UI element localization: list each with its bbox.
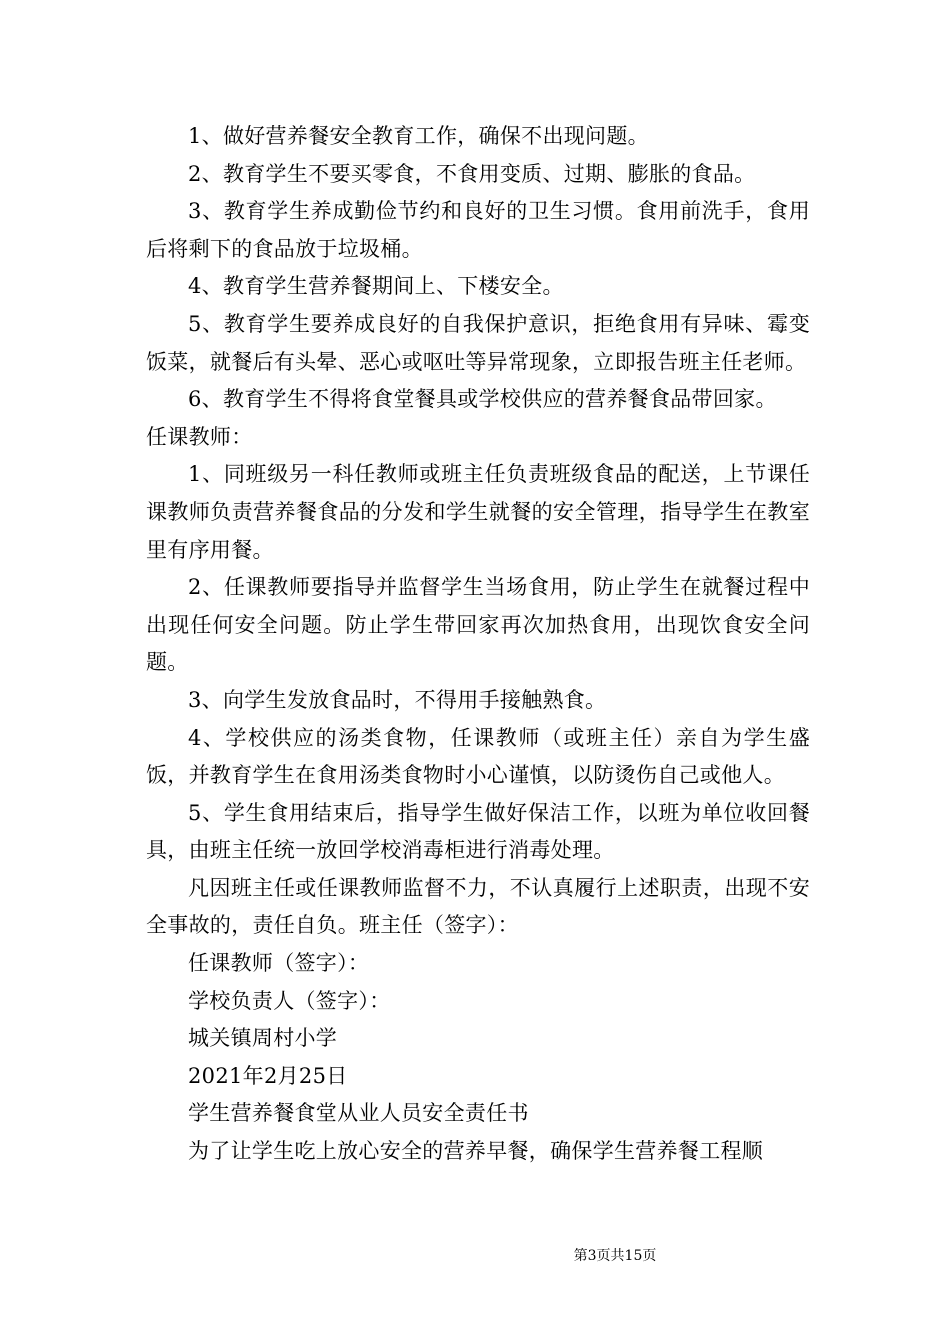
paragraph-4: 4、教育学生营养餐期间上、下楼安全。: [188, 274, 564, 299]
paragraph-7: 1、同班级另一科任教师或班主任负责班级食品的配送，上节课任课教师负责营养餐食品的分发和学生就餐的安全管理，指导学生在教室里有序用餐。: [146, 462, 810, 562]
paragraph-12: 凡因班主任或任课教师监督不力，不认真履行上述职责，出现不安全事故的，责任自负。班主任（签字）：: [146, 875, 810, 938]
paragraph-9: 3、向学生发放食品时，不得用手接触熟食。: [188, 687, 607, 712]
paragraph-3: 3、教育学生养成勤俭节约和良好的卫生习惯。食用前洗手，食用后将剩下的食品放于垃圾桶。: [146, 199, 810, 261]
document-date: 2021年2月25日: [188, 1063, 348, 1088]
paragraph-1: 1、做好营养餐安全教育工作，确保不出现问题。: [188, 124, 649, 148]
paragraph-5: 5、教育学生要养成良好的自我保护意识，拒绝食用有异味、霉变饭菜，就餐后有头晕、恶心或呕吐等异常现象，立即报告班主任老师。: [146, 311, 810, 374]
signature-teacher: 任课教师（签字）：: [188, 951, 370, 976]
paragraph-6: 6、教育学生不得将食堂餐具或学校供应的营养餐食品带回家。: [188, 387, 777, 412]
next-document-title: 学生营养餐食堂从业人员安全责任书: [188, 1101, 529, 1126]
page-number: 第3页共15页: [573, 1248, 657, 1264]
signature-school-head: 学校负责人（签字）：: [188, 988, 391, 1013]
paragraph-11: 5、学生食用结束后，指导学生做好保洁工作，以班为单位收回餐具，由班主任统一放回学校消毒柜进行消毒处理。: [146, 800, 810, 863]
paragraph-8: 2、任课教师要指导并监督学生当场食用，防止学生在就餐过程中出现任何安全问题。防止学生带回家再次加热食用，出现饮食安全问题。: [146, 575, 810, 675]
paragraph-2: 2、教育学生不要买零食，不食用变质、过期、膨胀的食品。: [188, 161, 756, 186]
paragraph-10: 4、学校供应的汤类食物，任课教师（或班主任）亲自为学生盛饭，并教育学生在食用汤类食物时小心谨慎，以防烫伤自己或他人。: [146, 725, 810, 788]
school-name: 城关镇周村小学: [188, 1026, 338, 1051]
document-body: [146, 118, 810, 1171]
section-heading-teachers: 任课教师：: [146, 424, 253, 449]
paragraph-13: 为了让学生吃上放心安全的营养早餐，确保学生营养餐工程顺: [188, 1139, 764, 1164]
page-footer: [0, 1246, 950, 1266]
